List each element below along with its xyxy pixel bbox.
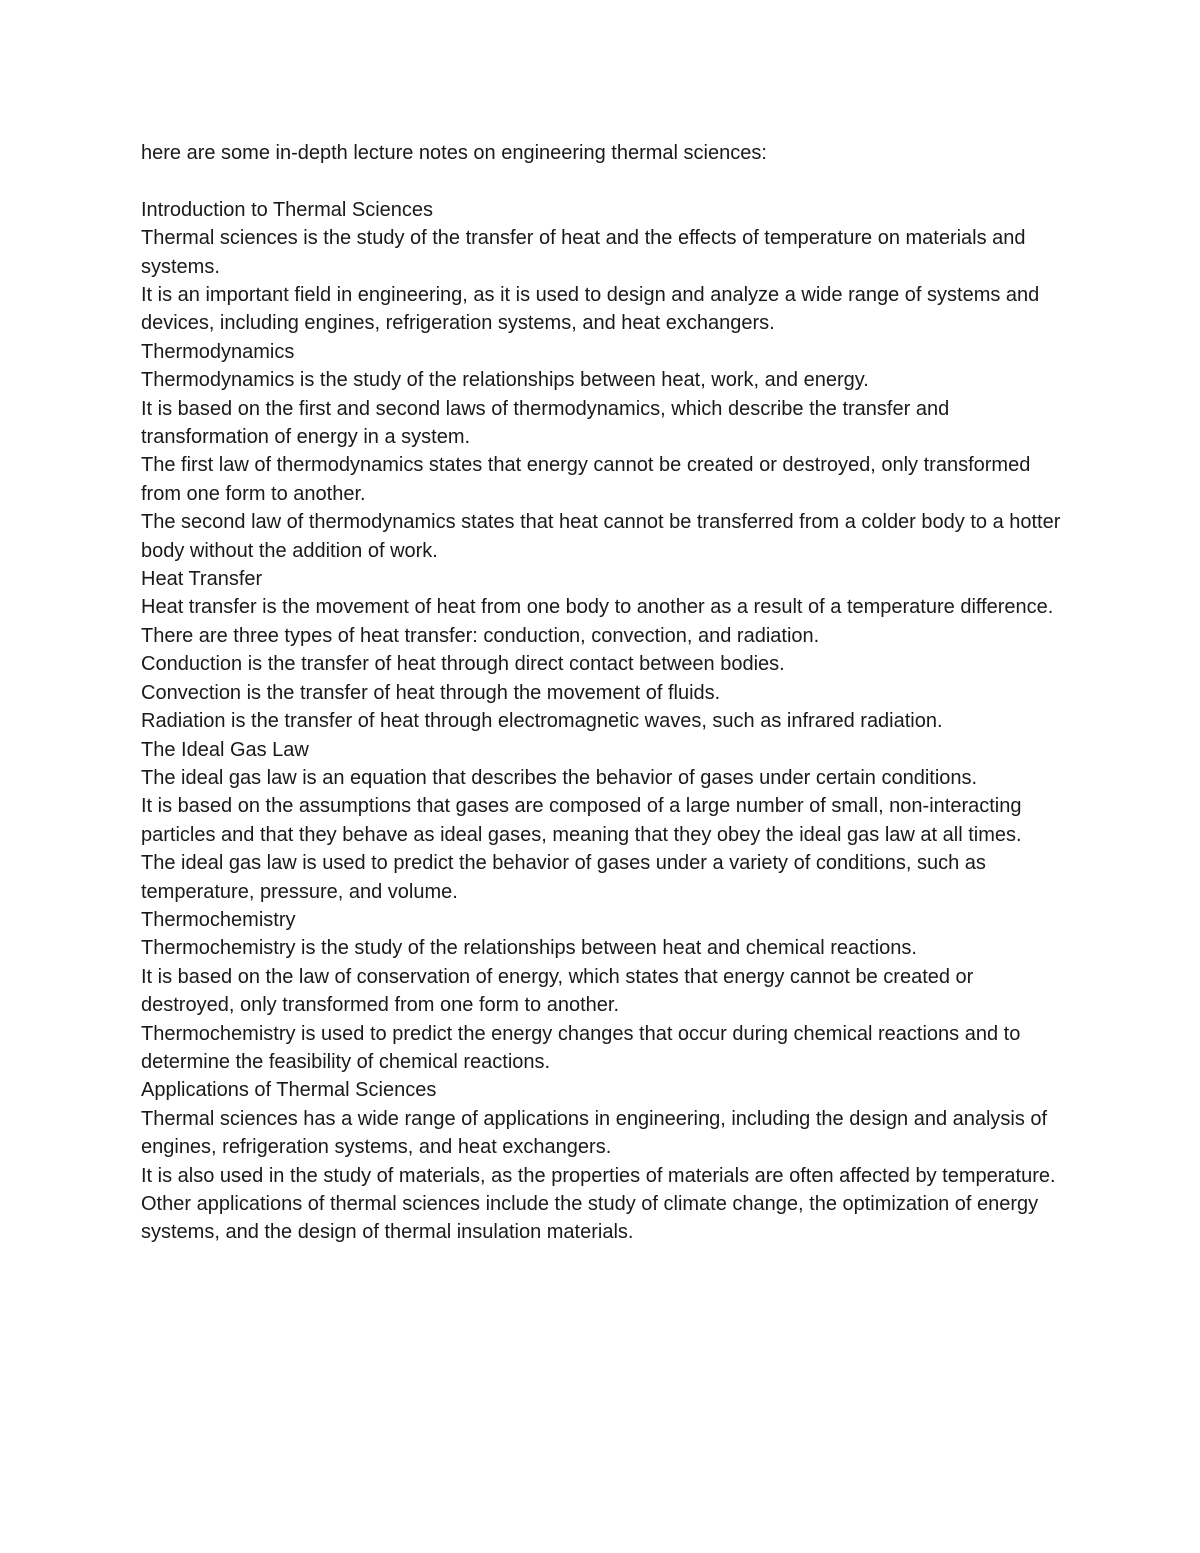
section-thermodynamics	[141, 338, 1061, 565]
section-line: The second law of thermodynamics states that heat cannot be transferred from a colder body to a hotter body without the addition of work.	[141, 511, 1061, 562]
section-title: Applications of Thermal Sciences	[141, 1079, 437, 1102]
document-page	[141, 139, 1061, 1247]
section-thermochemistry	[141, 906, 1061, 1076]
section-title: The Ideal Gas Law	[141, 738, 309, 761]
section-line: Convection is the transfer of heat through the movement of fluids.	[141, 681, 721, 704]
section-line: Other applications of thermal sciences include the study of climate change, the optimization of energy systems, and the design of thermal insulation materials.	[141, 1193, 1039, 1244]
section-line: Thermal sciences has a wide range of applications in engineering, including the design and analysis of engines, refrigeration systems, and heat exchangers.	[141, 1107, 1048, 1159]
section-line: Conduction is the transfer of heat through direct contact between bodies.	[141, 653, 785, 676]
section-title: Heat Transfer	[141, 568, 263, 591]
section-line: The ideal gas law is an equation that describes the behavior of gases under certain conditions.	[141, 766, 978, 789]
intro-paragraph: here are some in-depth lecture notes on engineering thermal sciences:	[141, 142, 767, 164]
section-title: Thermodynamics	[141, 340, 295, 363]
section-ideal-gas-law	[141, 736, 1061, 906]
section-line: Radiation is the transfer of heat through electromagnetic waves, such as infrared radiation.	[141, 710, 943, 733]
section-line: It is an important field in engineering, as it is used to design and analyze a wide range of systems and devices, including engines, refrigeration systems, and heat exchangers.	[141, 284, 1040, 335]
section-line: Thermochemistry is used to predict the energy changes that occur during chemical reactions and to determine the feasibility of chemical reactions.	[141, 1022, 1021, 1073]
section-introduction	[141, 196, 1061, 338]
section-applications	[141, 1076, 1061, 1246]
section-line: It is based on the law of conservation of energy, which states that energy cannot be created or destroyed, only transformed from one form to another.	[141, 965, 974, 1017]
section-line: It is also used in the study of materials, as the properties of materials are often affected by temperature.	[141, 1164, 1056, 1187]
section-line: Heat transfer is the movement of heat from one body to another as a result of a temperature difference.	[141, 596, 1054, 619]
section-line: It is based on the assumptions that gases are composed of a large number of small, non-interacting particles and that they behave as ideal gases, meaning that they obey the ideal gas law at all times.	[141, 795, 1022, 846]
section-title: Thermochemistry	[141, 908, 296, 931]
section-line: Thermal sciences is the study of the transfer of heat and the effects of temperature on materials and systems.	[141, 227, 1026, 278]
section-line: There are three types of heat transfer: conduction, convection, and radiation.	[141, 624, 820, 647]
section-heat-transfer	[141, 565, 1061, 735]
section-line: Thermodynamics is the study of the relationships between heat, work, and energy.	[141, 369, 869, 392]
section-line: Thermochemistry is the study of the relationships between heat and chemical reactions.	[141, 937, 917, 960]
section-line: The ideal gas law is used to predict the behavior of gases under a variety of conditions, such as temperature, pressure, and volume.	[141, 852, 986, 903]
section-title: Introduction to Thermal Sciences	[141, 198, 434, 221]
section-line: It is based on the first and second laws of thermodynamics, which describe the transfer and transformation of energy in a system.	[141, 397, 950, 449]
section-line: The first law of thermodynamics states that energy cannot be created or destroyed, only transformed from one form to another.	[141, 454, 1031, 505]
